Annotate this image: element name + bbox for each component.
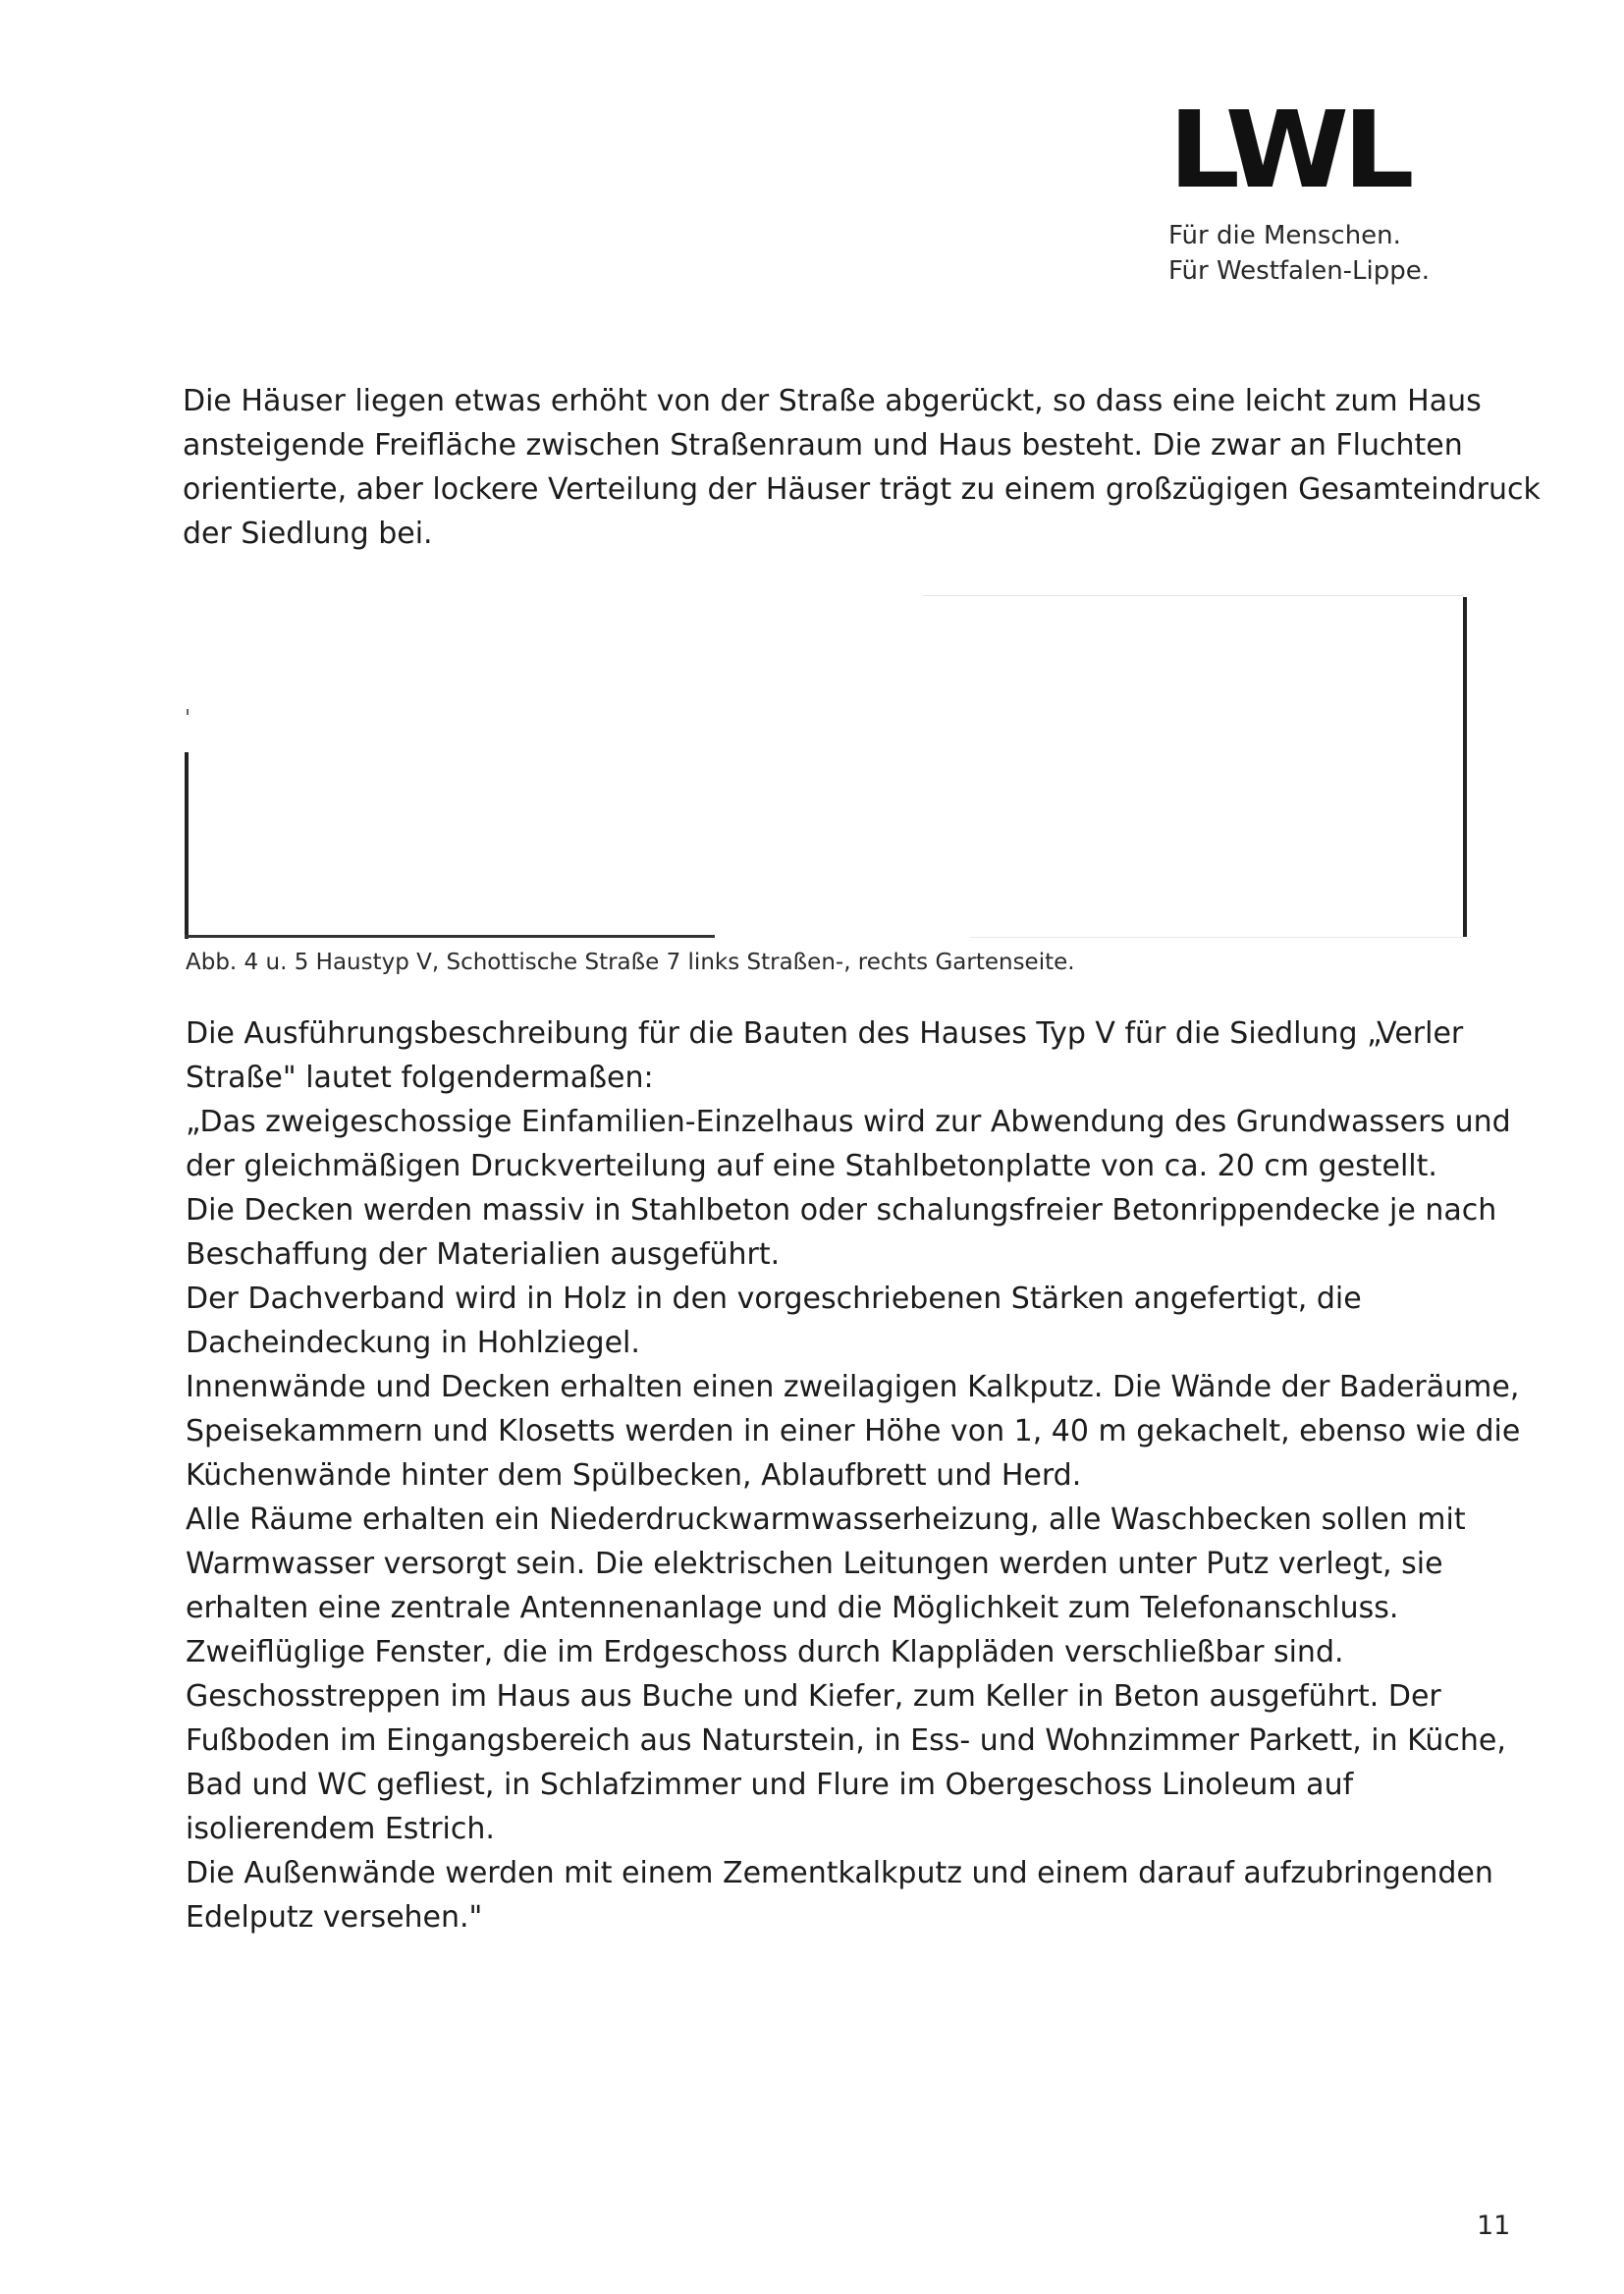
lwl-logo xyxy=(1168,89,1453,289)
logo-tagline xyxy=(1168,218,1453,289)
main-line: Speisekammern und Klosetts werden in einer Höhe von 1, 40 m gekachelt, ebenso wie die xyxy=(186,1414,1521,1448)
main-line: Küchenwände hinter dem Spülbecken, Ablaufbrett und Herd. xyxy=(186,1458,1082,1493)
logo-mark: LWL xyxy=(1168,89,1409,212)
main-line: erhalten eine zentrale Antennenanlage und die Möglichkeit zum Telefonanschluss. xyxy=(186,1591,1399,1625)
main-line: Die Außenwände werden mit einem Zementkalkputz und einem darauf aufzubringenden xyxy=(186,1856,1493,1890)
main-line: Beschaffung der Materialien ausgeführt. xyxy=(186,1237,781,1272)
intro-line: Die Häuser liegen etwas erhöht von der Straße abgerückt, so dass eine leicht zum Haus xyxy=(183,384,1482,418)
main-line: isolierendem Estrich. xyxy=(186,1812,495,1846)
main-line: Zweiflüglige Fenster, die im Erdgeschoss durch Klappläden verschließbar sind. xyxy=(186,1635,1344,1669)
main-line: Warmwasser versorgt sein. Die elektrischen Leitungen werden unter Putz verlegt, sie xyxy=(186,1547,1443,1581)
figure-right-bottom-edge xyxy=(970,937,1461,938)
intro-paragraph xyxy=(183,379,1541,556)
figure-speck xyxy=(187,709,189,715)
main-line: Alle Räume erhalten ein Niederdruckwarmwasserheizung, alle Waschbecken sollen mit xyxy=(186,1502,1466,1537)
main-line: Straße" lautet folgendermaßen: xyxy=(186,1061,654,1095)
logo-tagline-line-2: Für Westfalen-Lippe. xyxy=(1168,256,1431,286)
figure-caption: Abb. 4 u. 5 Haustyp V, Schottische Straße 7 links Straßen-, rechts Gartenseite. xyxy=(186,950,1075,975)
main-line: Dacheindeckung in Hohlziegel. xyxy=(186,1326,640,1360)
main-line: Die Ausführungsbeschreibung für die Bauten des Hauses Typ V für die Siedlung „Verler xyxy=(186,1016,1464,1051)
main-line: Die Decken werden massiv in Stahlbeton oder schalungsfreier Betonrippendecke je nach xyxy=(186,1193,1497,1228)
main-line: Der Dachverband wird in Holz in den vorgeschriebenen Stärken angefertigt, die xyxy=(186,1282,1362,1316)
logo-tagline-line-1: Für die Menschen. xyxy=(1168,221,1401,250)
page-number: 11 xyxy=(1477,2211,1511,2241)
figure-placeholder xyxy=(185,589,1471,943)
main-line: Geschosstreppen im Haus aus Buche und Kiefer, zum Keller in Beton ausgeführt. Der xyxy=(186,1679,1441,1714)
intro-line: ansteigende Freifläche zwischen Straßenraum und Haus besteht. Die zwar an Fluchten xyxy=(183,428,1463,463)
figure-right-edge xyxy=(1463,597,1467,937)
intro-line: der Siedlung bei. xyxy=(183,517,433,551)
main-line: Edelputz versehen." xyxy=(186,1900,483,1935)
intro-line: orientierte, aber lockere Verteilung der Häuser trägt zu einem großzügigen Gesamteindruck xyxy=(183,472,1541,507)
figure-right-top-edge xyxy=(923,595,1463,596)
figure-left-bottom-edge xyxy=(185,935,715,938)
figure-left-edge xyxy=(185,752,189,939)
main-line: Fußboden im Eingangsbereich aus Naturstein, in Ess- und Wohnzimmer Parkett, in Küche, xyxy=(186,1723,1506,1758)
main-line: „Das zweigeschossige Einfamilien-Einzelhaus wird zur Abwendung des Grundwassers und xyxy=(186,1105,1511,1139)
main-line: Innenwände und Decken erhalten einen zweilagigen Kalkputz. Die Wände der Baderäume, xyxy=(186,1370,1520,1404)
main-line: Bad und WC gefliest, in Schlafzimmer und Flure im Obergeschoss Linoleum auf xyxy=(186,1768,1354,1802)
main-line: der gleichmäßigen Druckverteilung auf eine Stahlbetonplatte von ca. 20 cm gestellt. xyxy=(186,1149,1437,1183)
main-paragraph xyxy=(186,1011,1521,1939)
